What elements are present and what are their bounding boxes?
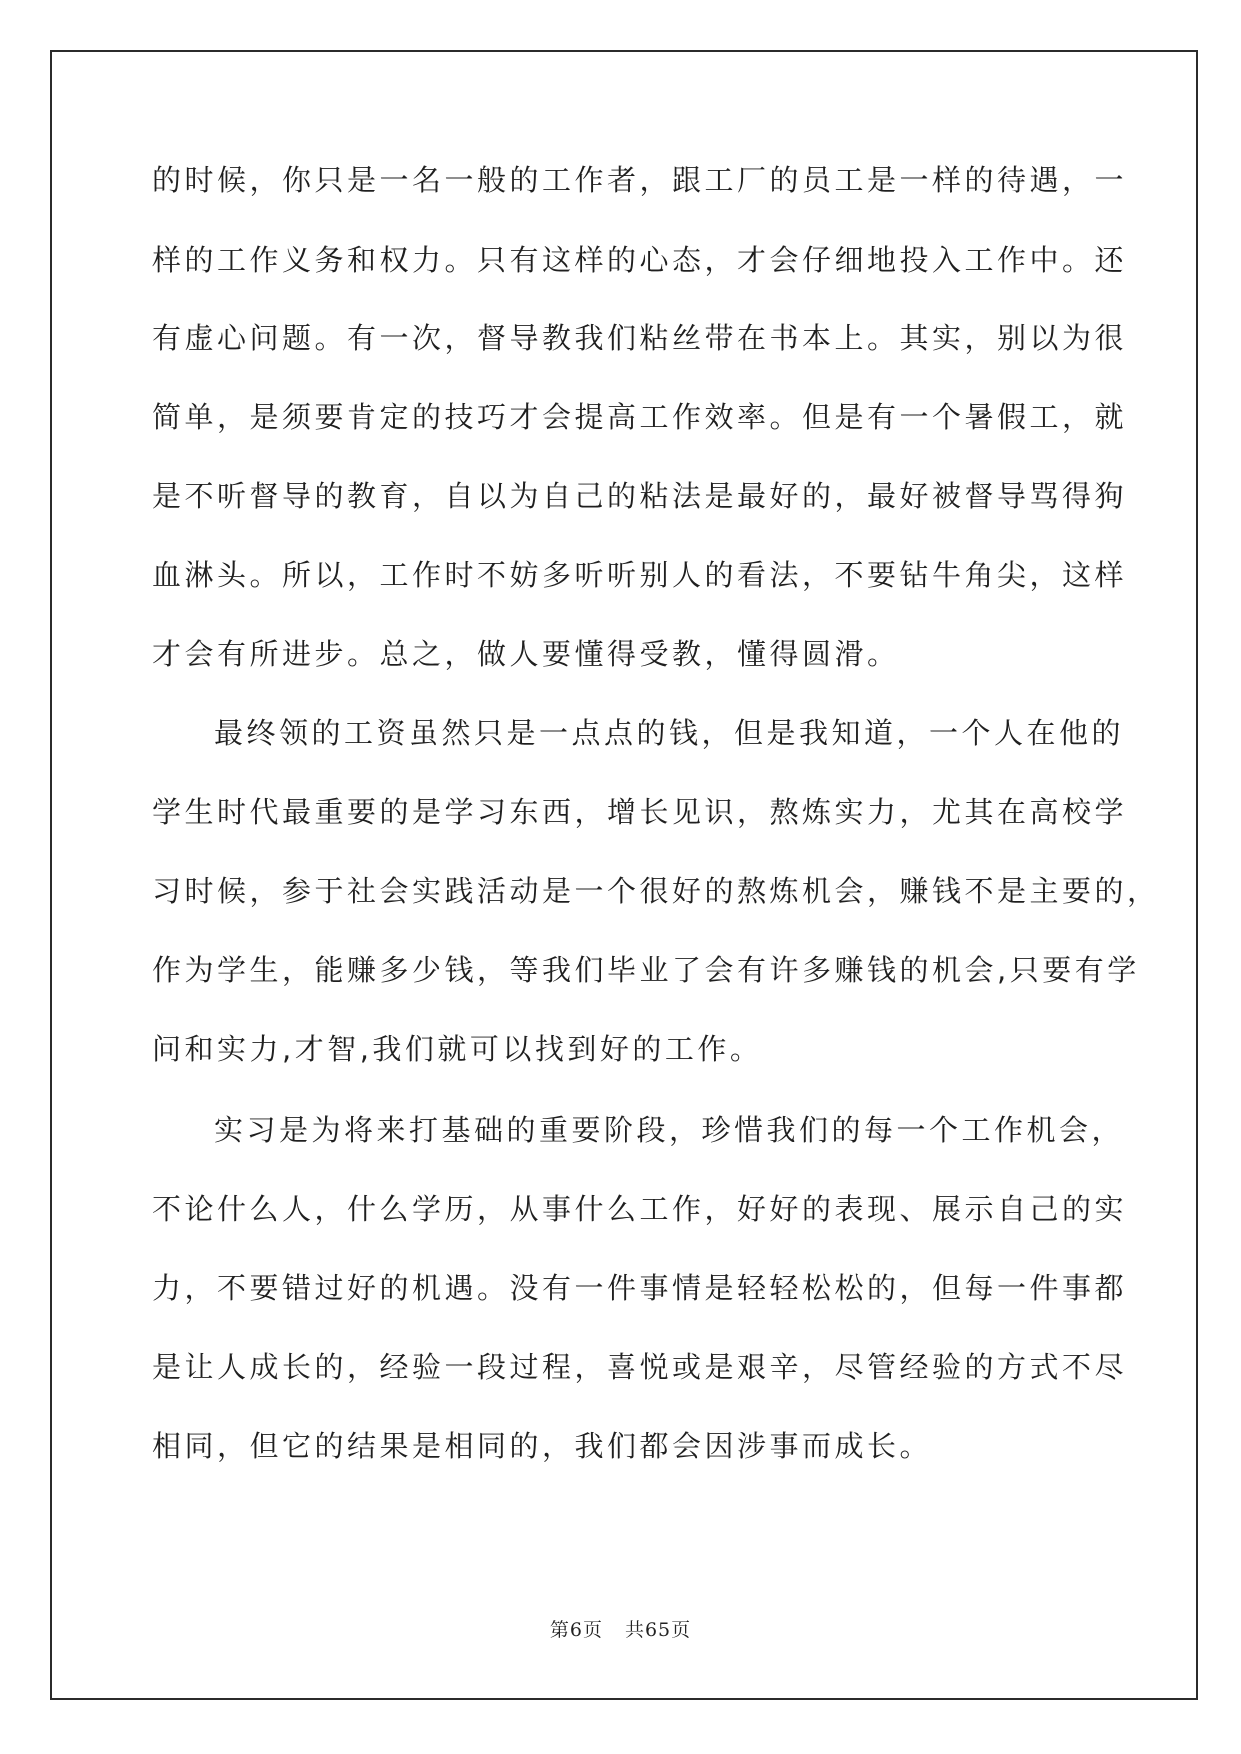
text-line: 力，不要错过好的机遇。没有一件事情是轻轻松松的，但每一件事都 bbox=[152, 1271, 1128, 1305]
text-line: 是不听督导的教育，自以为自己的粘法是最好的，最好被督导骂得狗 bbox=[152, 479, 1128, 513]
text-line: 相同，但它的结果是相同的，我们都会因涉事而成长。 bbox=[152, 1429, 933, 1463]
paragraph-start-line: 实习是为将来打基础的重要阶段，珍惜我们的每一个工作机会， bbox=[214, 1113, 1125, 1147]
text-line: 血淋头。所以，工作时不妨多听听别人的看法，不要钻牛角尖，这样 bbox=[152, 558, 1128, 592]
text-line: 简单，是须要肯定的技巧才会提高工作效率。但是有一个暑假工，就 bbox=[152, 400, 1128, 434]
page-number: 第6页 bbox=[549, 1619, 603, 1641]
page-total: 共65页 bbox=[624, 1619, 692, 1641]
text-line: 问和实力,才智,我们就可以找到好的工作。 bbox=[152, 1032, 763, 1066]
text-line: 才会有所进步。总之，做人要懂得受教，懂得圆滑。 bbox=[152, 637, 900, 671]
paragraph-start-line: 最终领的工资虽然只是一点点的钱，但是我知道，一个人在他的 bbox=[214, 716, 1125, 750]
text-line: 习时候，参于社会实践活动是一个很好的熬炼机会，赚钱不是主要的， bbox=[152, 874, 1160, 908]
text-line: 的时候，你只是一名一般的工作者，跟工厂的员工是一样的待遇，一 bbox=[152, 163, 1128, 197]
text-line: 不论什么人，什么学历，从事什么工作，好好的表现、展示自己的实 bbox=[152, 1192, 1128, 1226]
text-line: 有虚心问题。有一次，督导教我们粘丝带在书本上。其实，别以为很 bbox=[152, 321, 1128, 355]
text-line: 学生时代最重要的是学习东西，增长见识，熬炼实力，尤其在高校学 bbox=[152, 795, 1128, 829]
text-line: 作为学生，能赚多少钱，等我们毕业了会有许多赚钱的机会,只要有学 bbox=[152, 953, 1140, 987]
text-line: 是让人成长的，经验一段过程，喜悦或是艰辛，尽管经验的方式不尽 bbox=[152, 1350, 1128, 1384]
text-line: 样的工作义务和权力。只有这样的心态，才会仔细地投入工作中。还 bbox=[152, 243, 1128, 277]
page-footer bbox=[0, 1615, 1241, 1642]
